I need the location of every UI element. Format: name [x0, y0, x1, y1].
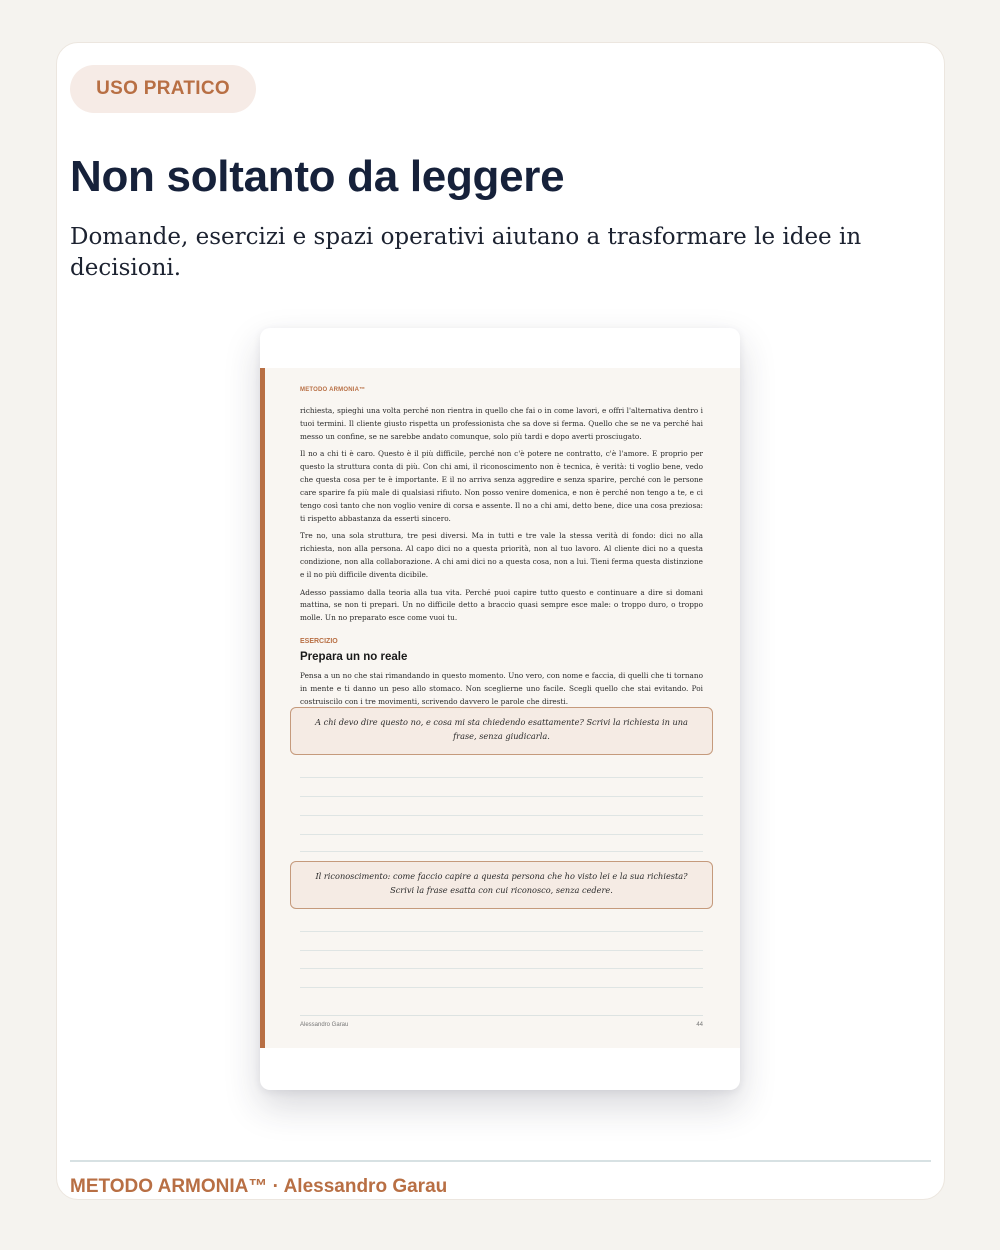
page-body	[300, 405, 703, 630]
exercise-title: Prepara un no reale	[300, 651, 408, 663]
exercise-prompt: A chi devo dire questo no, e cosa mi sta chiedendo esattamente? Scrivi la richiesta in una frase, senza giudicarla.	[290, 707, 713, 755]
section-badge: USO PRATICO	[70, 65, 256, 113]
paragraph: Tre no, una sola struttura, tre pesi diversi. Ma in tutti e tre vale la stessa verità di fondo: dici no alla richiesta, non alla persona. Al capo dici no a questa priorità, non al tuo lavoro. Al cliente dici no a questa condizione, non alla collaborazione. A chi ami dici no a questa cosa, non a lui. Tieni ferma questa distinzione e il no più difficile diventa dicibile.	[300, 531, 703, 580]
page-author: Alessandro Garau	[300, 1022, 349, 1028]
answer-line	[300, 931, 703, 932]
answer-line	[300, 815, 703, 816]
paragraph: Il no a chi ti è caro. Questo è il più difficile, perché non c'è potere ne contratto, c'è l'amore. E proprio per questo la struttura conta di più. Con chi ami, il riconoscimento non è tecnica, è verità: ti voglio bene, vedo che questa cosa per te è importante. E il no arriva senza aggredire e senza sparire, perché con le persone care sparire fa più male di qualsiasi rifiuto. Non posso venire domenica, e non è perché non tengo a te, e ci tengo così tanto che non voglio venire di corsa e assente. Il no a chi ami, detto bene, dice una cosa preziosa: ti rispetto abbastanza da esserti sincero.	[300, 449, 703, 523]
footer-brand: METODO ARMONIA™ · Alessandro Garau	[70, 1176, 448, 1197]
answer-line	[300, 834, 703, 835]
answer-line	[300, 796, 703, 797]
exercise-prompt: Il riconoscimento: come faccio capire a questa persona che ho visto lei e la sua richiesta? Scrivi la frase esatta con cui riconosco, senza cedere.	[290, 861, 713, 909]
answer-line	[300, 968, 703, 969]
exercise-intro: Pensa a un no che stai rimandando in questo momento. Uno vero, con nome e faccia, di quelli che ti tornano in mente e ti danno un peso allo stomaco. Non sceglierne uno facile. Scegli quello che stai evitando. Poi costruiscilo con i tre movimenti, scrivendo davvero le parole che diresti.	[300, 671, 703, 706]
document-page	[260, 368, 740, 1048]
answer-line	[300, 987, 703, 988]
paragraph: Adesso passiamo dalla teoria alla tua vita. Perché puoi capire tutto questo e continuare a dire si domani mattina, se non ti prepari. Un no difficile detto a braccio quasi sempre esce male: o troppo duro, o troppo molle. Un no preparato esce come vuoi tu.	[300, 587, 703, 623]
answer-line	[300, 851, 703, 852]
exercise-label: ESERCIZIO	[300, 638, 338, 645]
document-preview	[260, 328, 740, 1090]
page-footer-divider	[300, 1015, 703, 1016]
page-brand: METODO ARMONIA™	[300, 387, 366, 393]
footer-divider	[70, 1160, 931, 1162]
slide-title: Non soltanto da leggere	[70, 152, 565, 201]
slide-subtitle: Domande, esercizi e spazi operativi aiutano a trasformare le idee in decisioni.	[70, 224, 862, 281]
paragraph: richiesta, spieghi una volta perché non rientra in quello che fai o in come lavori, e offri l'alternativa dentro i tuoi termini. Il cliente giusto rispetta un professionista che sa dove si ferma. Quello che se ne va perché hai messo un confine, se ne sarebbe andato comunque, solo più tardi e dopo averti prosciugato.	[300, 406, 703, 441]
answer-line	[300, 950, 703, 951]
page-number: 44	[696, 1022, 703, 1028]
answer-line	[300, 777, 703, 778]
